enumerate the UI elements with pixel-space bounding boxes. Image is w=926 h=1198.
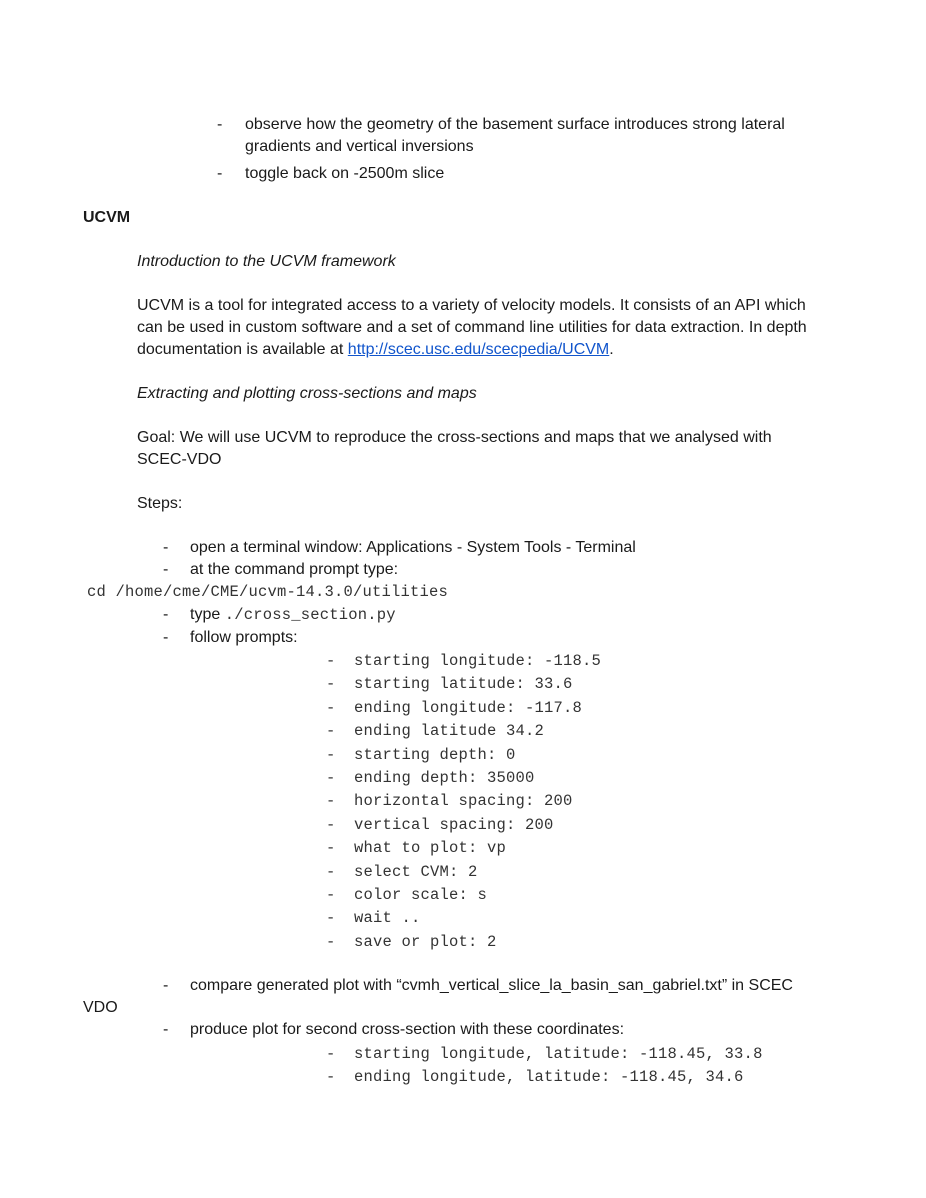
intro-paragraph-line: UCVM is a tool for integrated access to a variety of velocity models. It consists of an API which bbox=[137, 297, 806, 314]
bullet-dash: - bbox=[217, 116, 223, 133]
prompt-dash: - bbox=[326, 932, 336, 951]
steps-label: Steps: bbox=[137, 495, 183, 512]
prompt-dash: - bbox=[326, 792, 336, 811]
section-heading: UCVM bbox=[83, 209, 131, 226]
prompt-item: starting longitude: -118.5 bbox=[354, 652, 602, 670]
prompt-dash: - bbox=[326, 1068, 336, 1087]
step-dash: - bbox=[163, 977, 169, 994]
prompt-item: vertical spacing: 200 bbox=[354, 815, 554, 834]
prompt-item: starting depth: 0 bbox=[354, 745, 516, 764]
prompt-dash: - bbox=[326, 675, 336, 694]
goal-line: Goal: We will use UCVM to reproduce the cross-sections and maps that we analysed with bbox=[137, 429, 772, 446]
intro-subheading: Introduction to the UCVM framework bbox=[137, 253, 396, 270]
step-dash: - bbox=[163, 629, 169, 646]
step-command-prompt: at the command prompt type: bbox=[190, 561, 399, 578]
step-dash: - bbox=[163, 539, 169, 556]
prompt-dash: - bbox=[326, 698, 336, 717]
cd-command: cd /home/cme/CME/ucvm-14.3.0/utilities bbox=[87, 583, 449, 601]
prompt-dash: - bbox=[326, 722, 336, 741]
step-dash: - bbox=[163, 561, 169, 578]
prompt-item: ending longitude: -117.8 bbox=[354, 698, 583, 717]
prompt-dash: - bbox=[326, 815, 336, 834]
prompt-item: starting longitude, latitude: -118.45, 33.8 bbox=[354, 1045, 763, 1063]
step-type-prefix: type bbox=[190, 606, 225, 623]
intro-paragraph-line: can be used in custom software and a set of command line utilities for data extraction. In depth bbox=[137, 319, 807, 336]
compare-line: VDO bbox=[83, 999, 118, 1016]
ucvm-doc-link[interactable]: http://scec.usc.edu/scecpedia/UCVM bbox=[347, 341, 610, 358]
step-open-terminal: open a terminal window: Applications - System Tools - Terminal bbox=[190, 539, 636, 556]
compare-line: compare generated plot with “cvmh_vertical_slice_la_basin_san_gabriel.txt” in SCEC bbox=[190, 977, 793, 994]
prompt-item: ending depth: 35000 bbox=[354, 769, 535, 787]
bullet-dash: - bbox=[217, 165, 223, 182]
prompt-item: ending longitude, latitude: -118.45, 34.6 bbox=[354, 1068, 744, 1087]
prompt-dash: - bbox=[326, 909, 336, 928]
prompt-item: select CVM: 2 bbox=[354, 862, 478, 881]
intro-paragraph-line bbox=[137, 339, 614, 361]
intro-paragraph-suffix: . bbox=[609, 341, 614, 358]
prompt-dash: - bbox=[326, 745, 336, 764]
prompt-item: what to plot: vp bbox=[354, 839, 507, 858]
step-follow-prompts: follow prompts: bbox=[190, 629, 298, 646]
step-type bbox=[190, 604, 396, 626]
prompt-dash: - bbox=[326, 652, 336, 670]
prompt-dash: - bbox=[326, 839, 336, 858]
prompt-dash: - bbox=[326, 886, 336, 904]
prompt-item: wait .. bbox=[354, 909, 421, 928]
bullet-text: toggle back on -2500m slice bbox=[245, 165, 445, 182]
prompt-item: ending latitude 34.2 bbox=[354, 722, 545, 741]
bullet-text: gradients and vertical inversions bbox=[245, 138, 474, 155]
goal-line: SCEC-VDO bbox=[137, 451, 222, 468]
prompt-item: save or plot: 2 bbox=[354, 932, 497, 951]
step-dash: - bbox=[163, 606, 169, 623]
prompt-dash: - bbox=[326, 862, 336, 881]
prompt-item: starting latitude: 33.6 bbox=[354, 675, 573, 694]
intro-paragraph-prefix: documentation is available at bbox=[137, 341, 348, 358]
prompt-item: horizontal spacing: 200 bbox=[354, 792, 573, 811]
step-dash: - bbox=[163, 1021, 169, 1038]
produce-line: produce plot for second cross-section with these coordinates: bbox=[190, 1021, 625, 1038]
extract-subheading: Extracting and plotting cross-sections and maps bbox=[137, 385, 477, 402]
bullet-text: observe how the geometry of the basement surface introduces strong lateral bbox=[245, 116, 785, 133]
cross-section-command: ./cross_section.py bbox=[224, 606, 396, 624]
prompt-dash: - bbox=[326, 769, 336, 787]
prompt-item: color scale: s bbox=[354, 886, 488, 904]
prompt-dash: - bbox=[326, 1045, 336, 1063]
